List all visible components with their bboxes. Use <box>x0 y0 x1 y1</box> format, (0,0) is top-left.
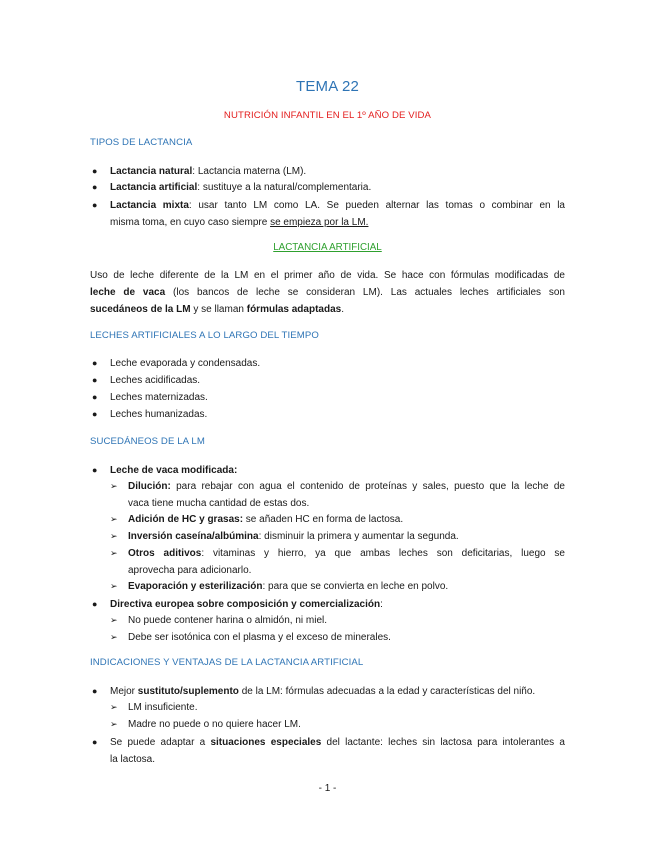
section-heading-indicaciones: INDICACIONES Y VENTAJAS DE LA LACTANCIA ARTIFICIAL <box>90 657 364 668</box>
page-number: - 1 - <box>318 783 337 794</box>
list-item: Leches maternizadas. <box>110 392 208 403</box>
arrow-bullet-icon: ➢ <box>110 514 118 524</box>
arrow-bullet-icon: ➢ <box>110 632 118 642</box>
section-heading-tipos: TIPOS DE LACTANCIA <box>90 137 193 148</box>
page-title: TEMA 22 <box>295 78 360 95</box>
sub-list-item: LM insuficiente. <box>128 702 198 713</box>
list-item: Lactancia mixta: usar tanto LM como LA. Se pueden alternar las tomas o combinar en la <box>110 200 565 211</box>
arrow-bullet-icon: ➢ <box>110 719 118 729</box>
bullet-icon: ● <box>92 599 98 609</box>
page-subtitle: NUTRICIÓN INFANTIL EN EL 1º AÑO DE VIDA <box>223 110 432 121</box>
bullet-icon: ● <box>92 166 98 176</box>
arrow-bullet-icon: ➢ <box>110 531 118 541</box>
sub-list-item: Debe ser isotónica con el plasma y el exceso de minerales. <box>128 632 391 643</box>
list-item: Leches humanizadas. <box>110 409 208 420</box>
section-heading-sucedaneos: SUCEDÁNEOS DE LA LM <box>90 436 205 447</box>
list-item: Leches acidificadas. <box>110 375 201 386</box>
arrow-bullet-icon: ➢ <box>110 581 118 591</box>
sub-list-item: Evaporación y esterilización: para que se convierta en leche en polvo. <box>128 581 449 592</box>
list-item: Directiva europea sobre composición y comercialización: <box>110 599 383 610</box>
bullet-icon: ● <box>92 200 98 210</box>
bullet-icon: ● <box>92 182 98 192</box>
sub-list-item: Madre no puede o no quiere hacer LM. <box>128 719 301 730</box>
paragraph-line: Uso de leche diferente de la LM en el primer año de vida. Se hace con fórmulas modificadas de <box>90 270 565 281</box>
bullet-icon: ● <box>92 409 98 419</box>
list-item-continuation: la lactosa. <box>110 754 156 765</box>
list-item: Lactancia natural: Lactancia materna (LM). <box>110 166 307 177</box>
sub-list-item: Otros aditivos: vitaminas y hierro, ya que ambas leches son deficitarias, luego se <box>128 548 565 559</box>
bullet-icon: ● <box>92 686 98 696</box>
arrow-bullet-icon: ➢ <box>110 548 118 558</box>
paragraph-line: leche de vaca (los bancos de leche se consideran LM). Las actuales leches artificiales son <box>90 287 565 298</box>
sub-list-item: No puede contener harina o almidón, ni miel. <box>128 615 328 626</box>
sub-list-item: Inversión caseína/albúmina: disminuir la primera y aumentar la segunda. <box>128 531 459 542</box>
arrow-bullet-icon: ➢ <box>110 702 118 712</box>
sub-list-item-continuation: aprovecha para adicionarlo. <box>128 565 252 576</box>
list-item: Leche de vaca modificada: <box>110 465 238 476</box>
paragraph-line: sucedáneos de la LM y se llaman fórmulas adaptadas. <box>90 304 344 315</box>
sub-list-item: Adición de HC y grasas: se añaden HC en forma de lactosa. <box>128 514 404 525</box>
bullet-icon: ● <box>92 392 98 402</box>
list-item: Mejor sustituto/suplemento de la LM: fórmulas adecuadas a la edad y características del niño. <box>110 686 536 697</box>
bullet-icon: ● <box>92 375 98 385</box>
section-heading-artificial: LACTANCIA ARTIFICIAL <box>273 242 382 253</box>
list-item: Lactancia artificial: sustituye a la natural/complementaria. <box>110 182 372 193</box>
bullet-icon: ● <box>92 465 98 475</box>
arrow-bullet-icon: ➢ <box>110 615 118 625</box>
section-heading-leches: LECHES ARTIFICIALES A LO LARGO DEL TIEMPO <box>90 330 319 341</box>
list-item: Se puede adaptar a situaciones especiales del lactante: leches sin lactosa para intolerantes a <box>110 737 565 748</box>
arrow-bullet-icon: ➢ <box>110 481 118 491</box>
sub-list-item-continuation: vaca tiene mucha cantidad de estas dos. <box>128 498 310 509</box>
list-item-continuation: misma toma, en cuyo caso siempre se empieza por la LM. <box>110 217 369 228</box>
sub-list-item: Dilución: para rebajar con agua el contenido de proteínas y sales, puesto que la leche de <box>128 481 565 492</box>
bullet-icon: ● <box>92 737 98 747</box>
bullet-icon: ● <box>92 358 98 368</box>
list-item: Leche evaporada y condensadas. <box>110 358 261 369</box>
